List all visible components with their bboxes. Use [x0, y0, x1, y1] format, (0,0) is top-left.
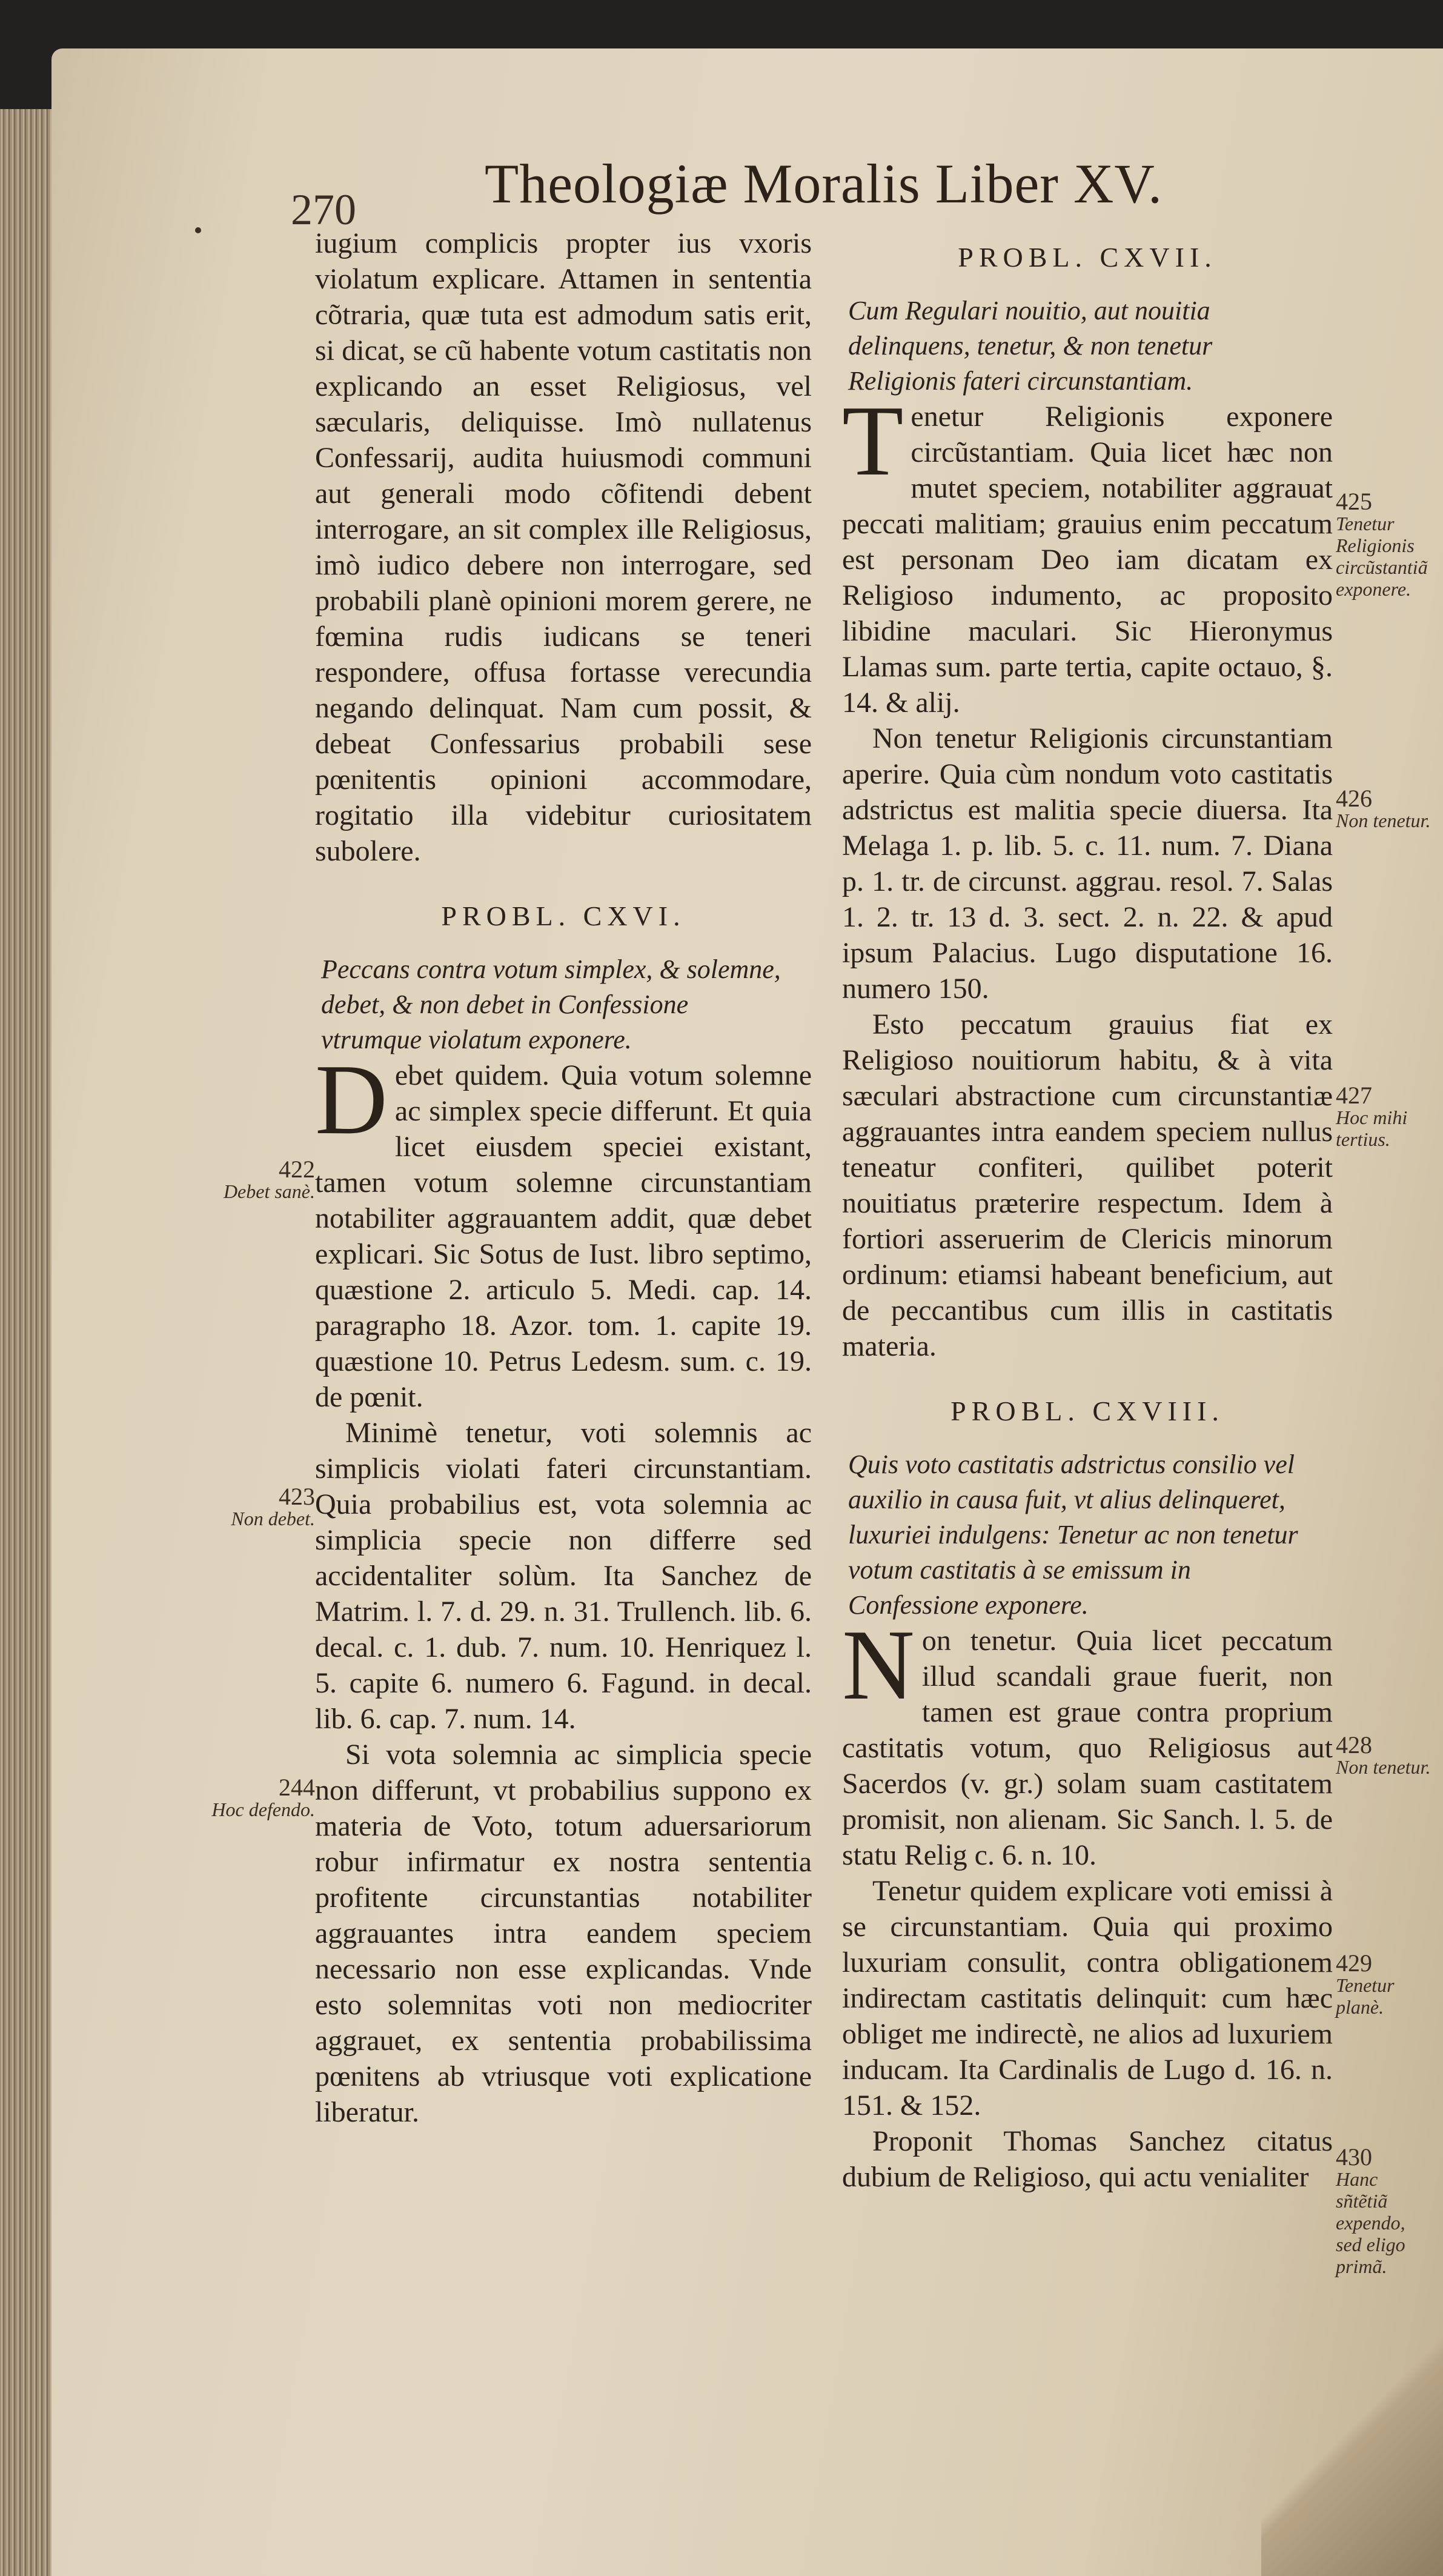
paragraph-427: Esto peccatum grauius fiat ex Religioso nouitiorum habitu, & à vita sæculari abstractione cum circunstantiæ aggrauantes intra eandem speciem nullus teneatur confiteri, quilibet poterit nouitiatus præterire respectum. Idem à fortiori asseruerim de Clericis minorum ordinum: etiamsi habeant beneficium, aut de peccantibus cum illis in castitatis materia. — [842, 1008, 1333, 1362]
left-column — [315, 225, 812, 2130]
summary-probl-116: Peccans contra votum simplex, & solemne, debet, & non debet in Confessione vtrumque violatum exponere. — [321, 954, 781, 1054]
paragraph-428: Non tenetur. Quia licet peccatum illud scandali graue fuerit, non tamen est graue contra proprium castitatis votum, quo Religiosus aut Sacerdos (v. gr.) solam suam castitatem promisit, non alienam. Sic Sanch. l. 5. de statu Relig c. 6. n. 10. — [842, 1609, 1333, 1871]
margin-note-422: 422 Debet sanè. — [223, 1156, 315, 1202]
margin-note-425: 425 Tenetur Religionis circũstantiã exponere. — [1336, 488, 1428, 600]
margin-note-423: 423 Non debet. — [231, 1483, 315, 1529]
heading-probl-117: PROBL. CXVII. — [958, 242, 1217, 273]
paragraph-continued: iugium complicis propter ius vxoris violatum explicare. Attamen in sententia cõtraria, quæ tuta est admodum satis erit, si dicat, se cũ habente votum castitatis non explicando an esset Religiosus, vel sæcularis, deliquisse. Imò nullatenus Confessarij, audita huiusmodi communi aut generali modo cõfitendi debent interrogare, an sit complex ille Religiosus, imò iudico debere non interrogare, sed probabili planè opinioni morem gerere, ne fœmina rudis iudicans se teneri respondere, offusa fortasse verecundia negando delinquat. Nam cum possit, & debeat Confessarius probabili sese pœnitentis opinioni accommodare, rogitatio illa videbitur curiositatem subolere. — [315, 227, 812, 867]
paragraph-430: Proponit Thomas Sanchez citatus dubium de Religioso, qui actu venialiter — [842, 2125, 1333, 2193]
paragraph-422: Debet quidem. Quia votum solemne ac simplex specie differunt. Et quia licet eiusdem speciei existant, tamen votum solemne circunstantiam notabiliter aggrauantem addit, quæ debet explicari. Sic Sotus de Iust. libro septimo, quæstione 2. articulo 5. Medi. cap. 14. paragrapho 18. Azor. tom. 1. capite 19. quæstione 10. Petrus Ledesm. sum. c. 19. de pœnit. — [315, 1043, 812, 1413]
right-column — [842, 239, 1333, 2195]
page-fold-shadow — [1261, 2321, 1443, 2576]
margin-note-430: 430 Hanc sñtẽtiã expendo, sed eligo primã. — [1336, 2143, 1405, 2277]
paragraph-425: Tenetur Religionis exponere circũstantiam. Quia licet hæc non mutet speciem, notabiliter aggrauat peccati malitiam; grauius enim peccatum est personam Deo iam dicatam ex Religioso indumento, ac proposito libidine maculari. Sic Hieronymus Llamas sum. parte tertia, capite octauo, §. 14. & alij. — [842, 385, 1333, 719]
paragraph-423: Minimè tenetur, voti solemnis ac simplicis violati fateri circunstantiam. Quia probabilius est, vota solemnia ac simplicia specie non differre sed accidentaliter solùm. Ita Sanchez de Matrim. l. 7. d. 29. n. 31. Trullench. lib. 6. decal. c. 1. dub. 7. num. 10. Henriquez l. 5. capite 6. numero 6. Fagund. in decal. lib. 6. cap. 7. num. 14. — [315, 1417, 812, 1735]
summary-probl-118: Quis voto castitatis adstrictus consilio vel auxilio in causa fuit, vt alius delinqueret, luxuriei indulgens: Tenetur ac non tenetur votum castitatis à se emissum in Confessione exponere. — [848, 1449, 1298, 1620]
paragraph-429: Tenetur quidem explicare voti emissi à se circunstantiam. Quia qui proximo luxuriam consulit, contra obligationem indirectam castitatis delinquit: cum hæc obliget me indirectè, ne alios ad luxuriem inducam. Ita Cardinalis de Lugo d. 16. n. 151. & 152. — [842, 1875, 1333, 2122]
ink-dot — [195, 227, 201, 233]
heading-probl-118: PROBL. CXVIII. — [950, 1396, 1224, 1426]
margin-note-428: 428 Non tenetur. — [1336, 1731, 1431, 1778]
page-number: 270 — [291, 185, 356, 234]
page-header — [291, 121, 1199, 234]
running-title: Theologiæ Moralis Liber XV. — [485, 153, 1163, 215]
paragraph-426: Non tenetur Religionis circunstantiam aperire. Quia cùm nondum voto castitatis adstrictus est malitia specie diuersa. Ita Melaga 1. p. lib. 5. c. 11. num. 7. Diana p. 1. tr. de circunst. aggrau. resol. 7. Salas 1. 2. tr. 13 d. 3. sect. 2. n. 22. & apud ipsum Palacius. Lugo disputatione 16. numero 150. — [842, 722, 1333, 1005]
summary-probl-117: Cum Regulari nouitio, aut nouitia delinquens, tenetur, & non tenetur Religionis fateri circunstantiam. — [848, 296, 1213, 396]
heading-probl-116: PROBL. CXVI. — [441, 900, 686, 931]
margin-note-427: 427 Hoc mihi tertius. — [1336, 1082, 1408, 1150]
margin-note-429: 429 Tenetur planè. — [1336, 1949, 1395, 2018]
margin-note-244: 244 Hoc defendo. — [211, 1774, 315, 1820]
margin-note-426: 426 Non tenetur. — [1336, 785, 1431, 831]
paragraph-244: Si vota solemnia ac simplicia specie non differunt, vt probabilius suppono ex materia de Voto, totum aduersariorum robur infirmatur ex nostra sententia profitente circunstantias notabiliter aggrauantes intra eandem speciem necessario non esse explicandas. Vnde esto solemnitas voti non mediocriter aggrauet, ex sententia probabilissima pœnitens ab vtriusque voti explicatione liberatur. — [315, 1739, 812, 2128]
